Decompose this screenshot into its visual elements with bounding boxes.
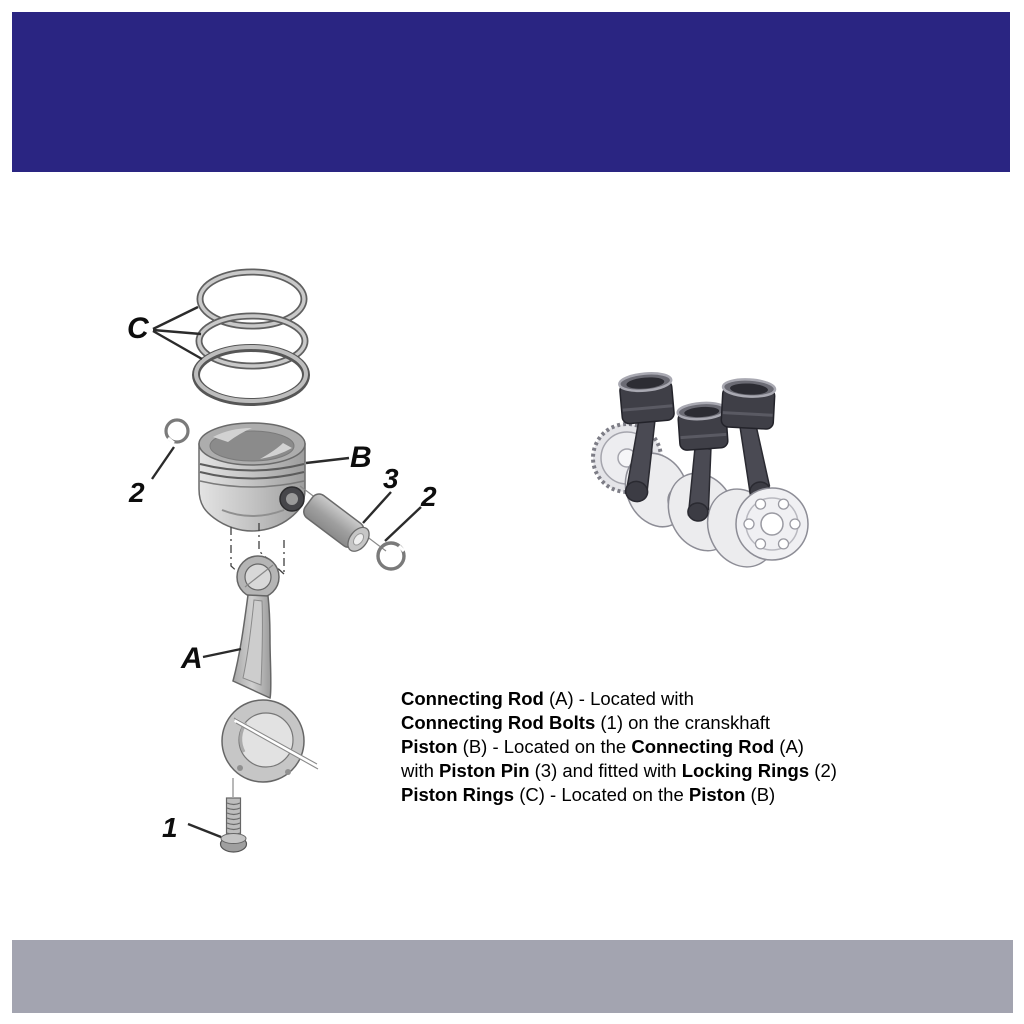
description-line: Piston (B) - Located on the Connecting Rod (A) bbox=[401, 736, 804, 757]
locking-ring-right-illustration bbox=[378, 543, 404, 569]
description-line: Connecting Rod (A) - Located with bbox=[401, 688, 694, 709]
connecting-rod-illustration bbox=[222, 556, 318, 782]
piston-rings-illustration bbox=[196, 272, 306, 402]
callout-b-label: B bbox=[350, 441, 372, 474]
crank-flange bbox=[736, 488, 808, 560]
callout-c-label: C bbox=[127, 312, 149, 345]
callout-2-right-label: 2 bbox=[421, 481, 437, 512]
callout-a-label: A bbox=[181, 642, 203, 675]
piston-illustration bbox=[199, 423, 305, 531]
description-line: Piston Rings (C) - Located on the Piston (B) bbox=[401, 784, 776, 805]
callout-3-label: 3 bbox=[383, 463, 399, 494]
description-line: Connecting Rod Bolts (1) on the cranskhaft bbox=[401, 712, 771, 733]
callout-1-label: 1 bbox=[162, 812, 178, 843]
callout-c-lines bbox=[153, 307, 202, 359]
description-line: with Piston Pin (3) and fitted with Locking Rings (2) bbox=[401, 760, 837, 781]
callout-2-left-label: 2 bbox=[129, 477, 145, 508]
piston-pin-illustration bbox=[301, 491, 374, 556]
crankshaft-assembly-illustration bbox=[593, 371, 808, 578]
parts-description-text bbox=[401, 687, 901, 807]
connecting-rod-bolt-illustration bbox=[221, 778, 247, 852]
locking-ring-left-illustration bbox=[166, 420, 188, 443]
